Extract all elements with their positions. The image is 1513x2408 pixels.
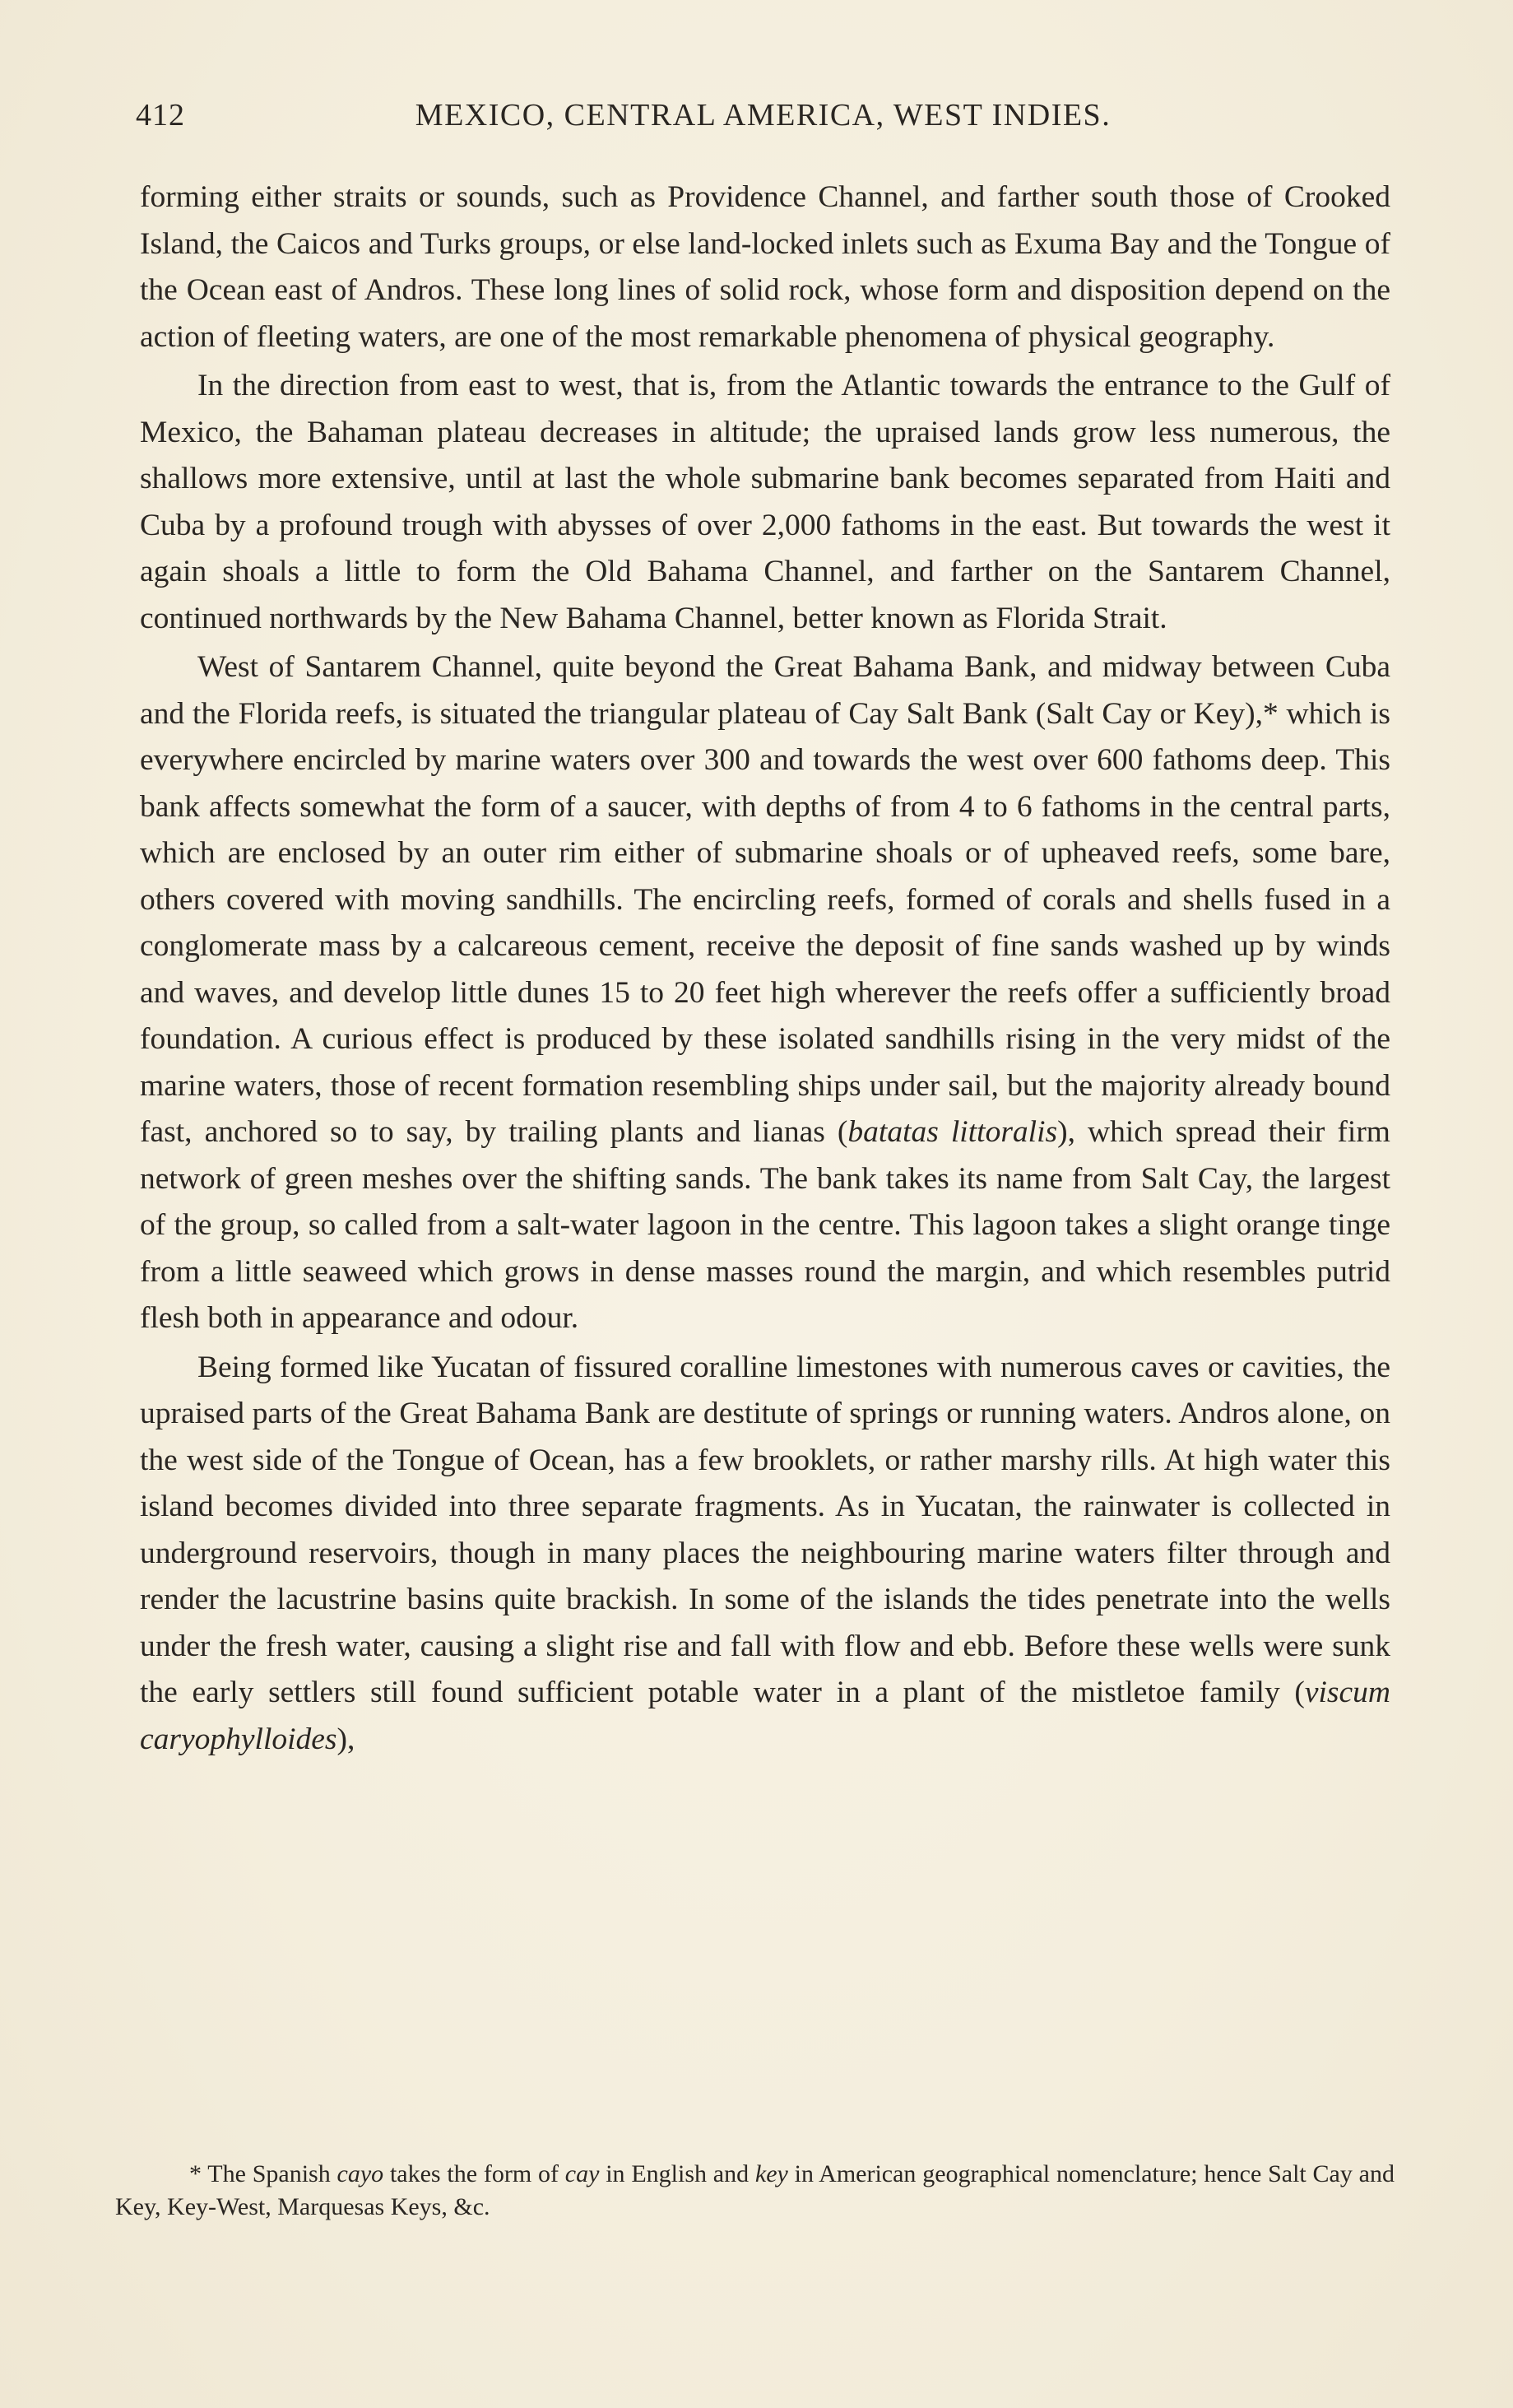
italic-term: cayo	[336, 2160, 384, 2187]
footnote-text: takes the form of	[383, 2160, 565, 2187]
italic-term: cay	[564, 2160, 600, 2187]
paragraph-4	[140, 1345, 1390, 1764]
paragraph-text: West of Santarem Channel, quite beyond the Great Bahama Bank, and midway between Cuba and the Florida reefs, is situated the triangular plateau of Cay Salt Bank (Salt Cay or Key),* which is everywhere encircled by marine waters over 300 and towards the west over 600 fathoms deep. This bank affects somewhat the form of a saucer, with depths of from 4 to 6 fathoms in the central parts, which are enclosed by an outer rim either of submarine shoals or of upheaved reefs, some bare, others covered with moving sandhills. The encircling reefs, formed of corals and shells fused in a conglomerate mass by a calcareous cement, receive the deposit of fine sands washed up by winds and waves, and develop little dunes 15 to 20 feet high wherever the reefs offer a sufficiently broad foundation. A curious effect is produced by these isolated sandhills rising in the very midst of the marine waters, those of recent formation resembling ships under sail, but the majority already bound fast, anchored so to say, by trailing plants and lianas (	[140, 650, 1390, 1149]
paragraph-2	[140, 363, 1390, 642]
paragraph-1	[140, 174, 1390, 360]
paragraph-text: ), which spread their firm network of green meshes over the shifting sands. The bank takes its name from Salt Cay, the largest of the group, so called from a salt-water lagoon in the centre. This lagoon takes a slight orange tinge from a little seaweed which grows in dense masses round the margin, and which resembles putrid flesh both in appearance and odour.	[140, 1115, 1390, 1335]
paragraph-text: forming either straits or sounds, such as Providence Channel, and farther south those of Crooked Island, the Caicos and Turks groups, or else land-locked inlets such as Exuma Bay and the Tongue of the Ocean east of Andros. These long lines of solid rock, whose form and disposition depend on the action of fleeting waters, are one of the most remarkable phenomena of physical geography.	[140, 180, 1390, 354]
paragraph-3	[140, 644, 1390, 1342]
italic-term: key	[754, 2160, 788, 2187]
paragraph-text: Being formed like Yucatan of fissured coralline limestones with numerous caves or cavities, the upraised parts of the Great Bahama Bank are destitute of springs or running waters. Andros alone, on the west side of the Tongue of Ocean, has a few brooklets, or rather marshy rills. At high water this island becomes divided into three separate fragments. As in Yucatan, the rainwater is collected in underground reservoirs, though in many places the neighbouring marine waters filter through and render the lacustrine basins quite brackish. In some of the islands the tides penetrate into the wells under the fresh water, causing a slight rise and fall with flow and ebb. Before these wells were sunk the early settlers still found sufficient potable water in a plant of the mistletoe family (	[140, 1350, 1390, 1709]
footnote-text: * The Spanish	[189, 2160, 337, 2187]
footnote	[115, 2158, 1395, 2224]
running-title: MEXICO, CENTRAL AMERICA, WEST INDIES.	[415, 98, 1112, 132]
page-number: 412	[136, 98, 185, 132]
paragraph-text: ),	[336, 1722, 355, 1756]
italic-term: batatas littoralis	[847, 1115, 1058, 1149]
footnote-text: in American geographical nomenclature; hence Salt Cay and Key, Key-West, Marquesas Keys, &c.	[115, 2160, 1395, 2220]
page-header	[136, 97, 1390, 146]
italic-term: viscum caryophylloides	[140, 1676, 1390, 1756]
body-text	[140, 174, 1390, 1765]
paragraph-text: In the direction from east to west, that is, from the Atlantic towards the entrance to the Gulf of Mexico, the Bahaman plateau decreases in altitude; the upraised lands grow less numerous, the shallows more extensive, until at last the whole submarine bank becomes separated from Haiti and Cuba by a profound trough with abysses of over 2,000 fathoms in the east. But towards the west it again shoals a little to form the Old Bahama Channel, and farther on the Santarem Channel, continued northwards by the New Bahama Channel, better known as Florida Strait.	[140, 369, 1390, 635]
footnote-text: in English and	[599, 2160, 755, 2187]
